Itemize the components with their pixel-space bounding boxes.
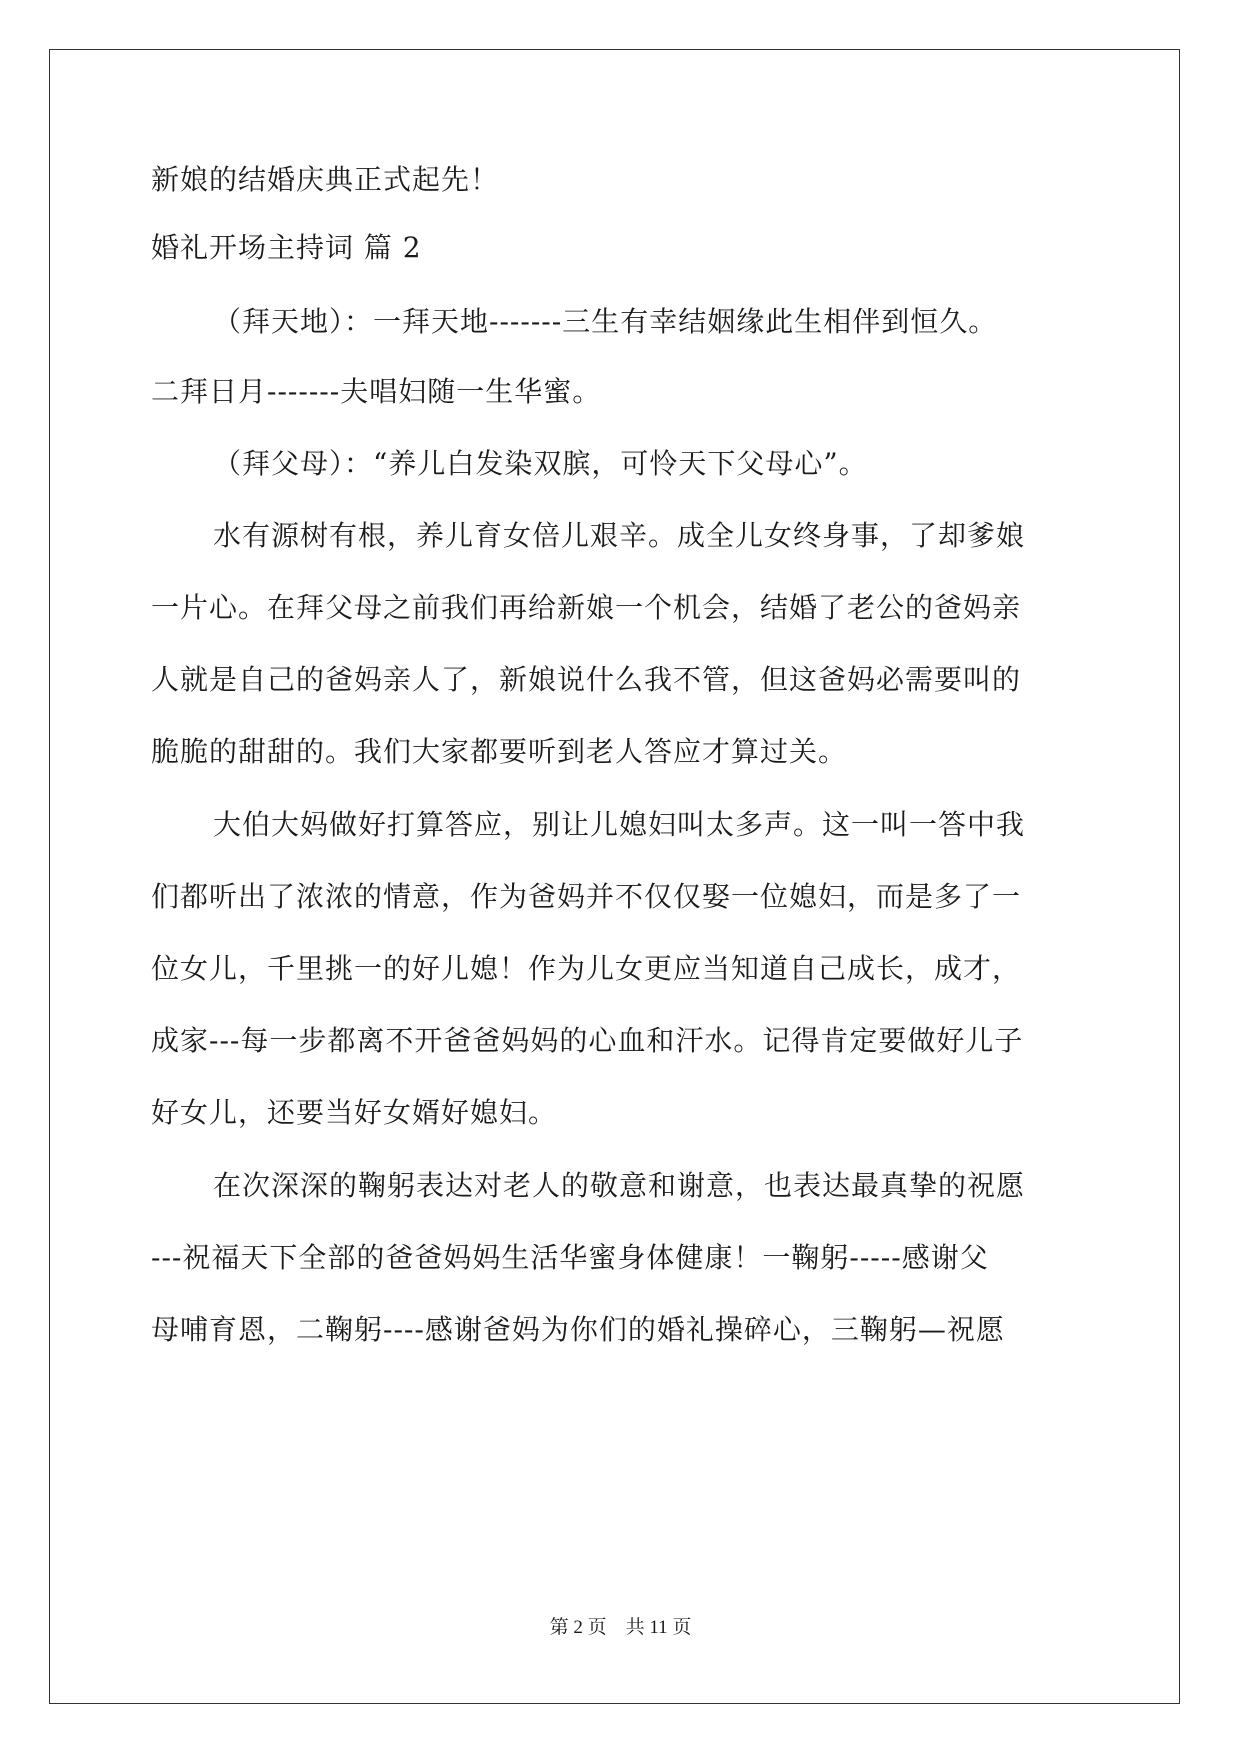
text-line: ---祝福天下全部的爸爸妈妈生活华蜜身体健康！一鞠躬-----感谢父 [151,1241,989,1274]
text-line: 新娘的结婚庆典正式起先！ [151,163,500,196]
text-line: 位女儿，千里挑一的好儿媳！作为儿女更应当知道自己成长，成才， [151,952,1022,985]
text-line: 成家---每一步都离不开爸爸妈妈的心血和汗水。记得肯定要做好儿子 [151,1024,1024,1057]
text-line: 二拜日月-------夫唱妇随一生华蜜。 [151,375,602,408]
page-footer [0,1617,1241,1639]
page-number: 第 2 页 共 11 页 [549,1617,692,1638]
text-line: 母哺育恩，二鞠躬----感谢爸妈为你们的婚礼操碎心，三鞠躬—祝愿 [151,1313,1005,1346]
text-line: 人就是自己的爸妈亲人了，新娘说什么我不管，但这爸妈必需要叫的 [151,663,1022,696]
text-line: 在次深深的鞠躬表达对老人的敬意和谢意，也表达最真挚的祝愿 [213,1169,1026,1202]
text-line: 大伯大妈做好打算答应，别让儿媳妇叫太多声。这一叫一答中我 [213,808,1026,841]
text-line: 一片心。在拜父母之前我们再给新娘一个机会，结婚了老公的爸妈亲 [151,591,1022,624]
section-heading: 婚礼开场主持词 篇 2 [151,231,422,264]
page-border [49,49,1180,1704]
text-line: 们都听出了浓浓的情意，作为爸妈并不仅仅娶一位媳妇，而是多了一 [151,880,1022,913]
text-line: （拜天地）：一拜天地-------三生有幸结姻缘此生相伴到恒久。 [213,305,998,338]
text-line: 水有源树有根，养儿育女倍儿艰辛。成全儿女终身事，了却爹娘 [213,519,1026,552]
text-line: 好女儿，还要当好女婿好媳妇。 [151,1096,558,1129]
text-line: 脆脆的甜甜的。我们大家都要听到老人答应才算过关。 [151,735,848,768]
text-line: （拜父母）：“养儿白发染双膑，可怜天下父母心”。 [213,447,868,480]
